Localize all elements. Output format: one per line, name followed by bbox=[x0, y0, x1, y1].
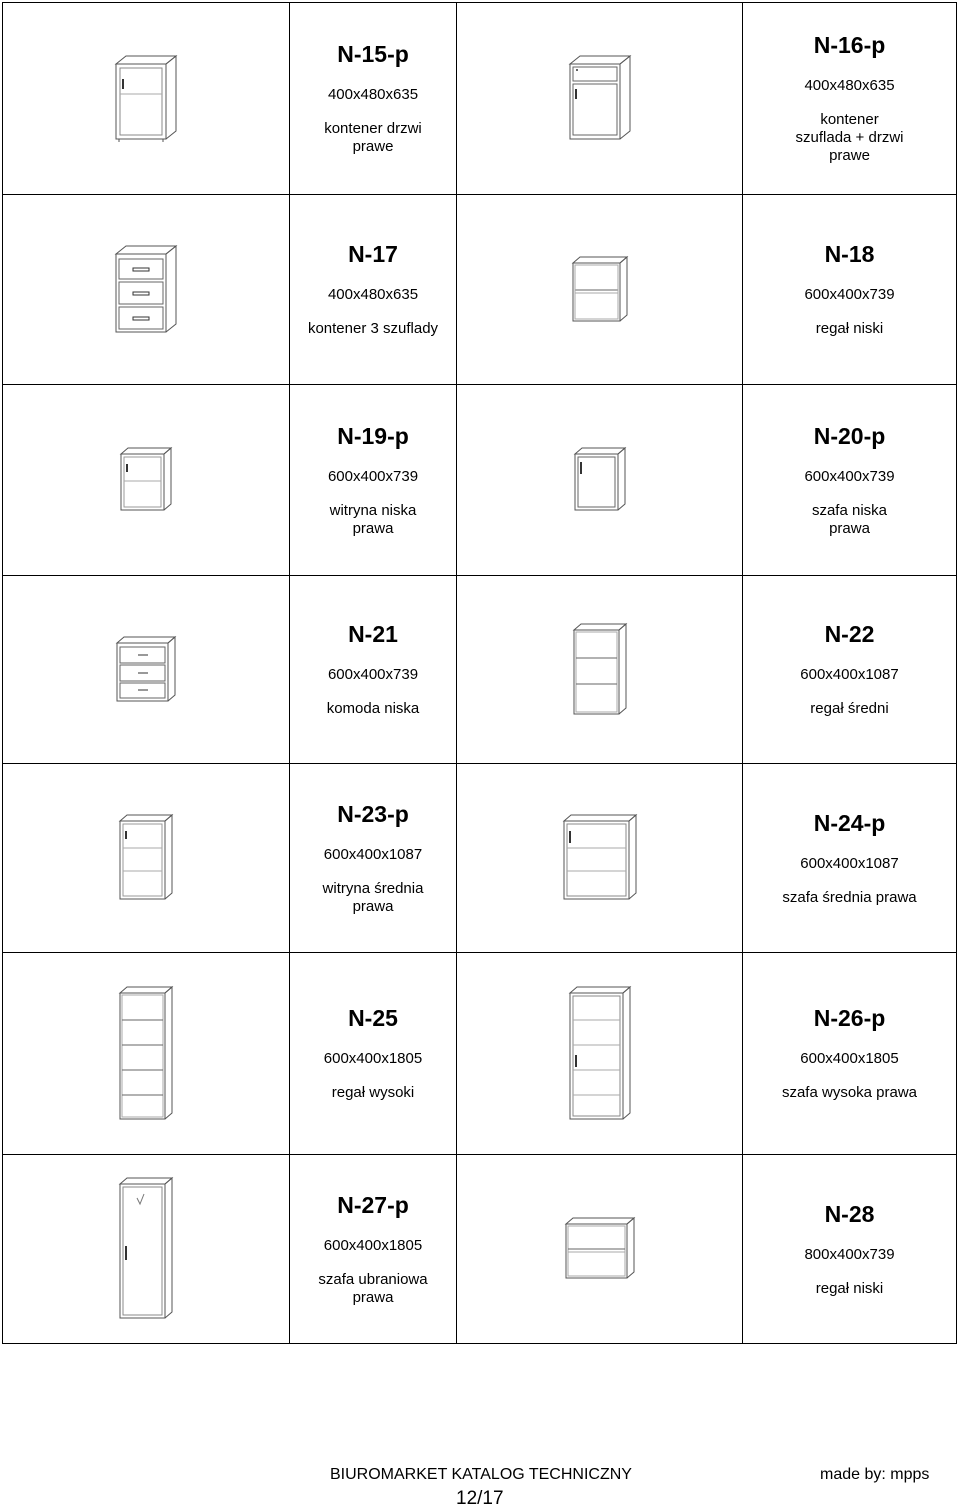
catalog-row bbox=[3, 1155, 957, 1344]
product-info-cell bbox=[290, 953, 457, 1154]
product-image-cell bbox=[457, 1155, 743, 1343]
product-image-cell bbox=[3, 576, 290, 763]
product-description: prawe bbox=[829, 147, 870, 164]
catalog-row bbox=[3, 764, 957, 953]
page-number: 12/17 bbox=[456, 1488, 504, 1509]
tall-shelf-icon bbox=[117, 985, 175, 1123]
product-info-cell bbox=[743, 764, 957, 952]
medium-shelf-icon bbox=[571, 622, 629, 718]
product-image-cell bbox=[3, 385, 290, 575]
product-info-cell bbox=[290, 3, 457, 194]
product-code: N-21 bbox=[348, 621, 398, 647]
product-dimensions: 400x480x635 bbox=[327, 286, 419, 303]
product-description: szafa niska bbox=[811, 501, 888, 519]
product-code: N-25 bbox=[348, 1005, 398, 1031]
product-dimensions: 600x400x739 bbox=[327, 666, 419, 683]
product-description: witryna średnia bbox=[322, 879, 424, 897]
product-info-cell bbox=[290, 764, 457, 952]
product-description: witryna niska bbox=[329, 501, 417, 519]
product-info-cell bbox=[743, 195, 957, 384]
low-showcase-icon bbox=[118, 446, 174, 514]
product-info-cell bbox=[743, 576, 957, 763]
product-code: N-22 bbox=[824, 621, 875, 647]
product-dimensions: 800x400x739 bbox=[804, 1245, 895, 1263]
product-dimensions: 600x400x739 bbox=[804, 286, 895, 303]
product-code: N-26-p bbox=[813, 1005, 886, 1031]
product-description: szafa ubraniowa bbox=[318, 1270, 428, 1288]
product-description: prawa bbox=[352, 1288, 394, 1306]
product-description: kontener drzwi bbox=[324, 120, 422, 137]
tall-cabinet-icon bbox=[567, 985, 633, 1123]
product-info-cell bbox=[743, 385, 957, 575]
product-image-cell bbox=[457, 764, 743, 952]
product-code: N-20-p bbox=[813, 422, 886, 449]
product-image-cell bbox=[457, 953, 743, 1154]
product-image-cell bbox=[457, 195, 743, 384]
product-description: komoda niska bbox=[326, 700, 420, 717]
product-image-cell bbox=[457, 3, 743, 194]
product-code: N-23-p bbox=[337, 800, 409, 827]
medium-cabinet-icon bbox=[561, 813, 639, 903]
low-chest-icon bbox=[114, 635, 178, 705]
product-description: regał niski bbox=[815, 320, 884, 337]
product-code: N-16-p bbox=[813, 32, 886, 58]
product-dimensions: 600x400x1805 bbox=[323, 1050, 423, 1067]
container-door-icon bbox=[111, 54, 181, 144]
product-dimensions: 400x480x635 bbox=[327, 86, 419, 103]
product-description: regał niski bbox=[815, 1279, 884, 1297]
medium-showcase-icon bbox=[117, 813, 175, 903]
low-cabinet-icon bbox=[572, 446, 628, 514]
product-image-cell bbox=[3, 764, 290, 952]
product-code: N-15-p bbox=[337, 41, 409, 67]
product-info-cell bbox=[743, 1155, 957, 1343]
product-description: szafa średnia prawa bbox=[782, 888, 917, 906]
product-description: szuflada + drzwi bbox=[795, 129, 904, 146]
product-info-cell bbox=[290, 195, 457, 384]
low-shelf-icon bbox=[570, 255, 630, 325]
product-description: prawa bbox=[829, 519, 870, 537]
product-dimensions: 600x400x1805 bbox=[800, 1050, 899, 1067]
product-dimensions: 600x400x1805 bbox=[323, 1236, 423, 1254]
catalog-row bbox=[3, 576, 957, 764]
product-description: kontener bbox=[820, 111, 879, 128]
container-drawer-door-icon bbox=[565, 54, 635, 144]
catalog-row bbox=[3, 385, 957, 576]
product-dimensions: 600x400x739 bbox=[804, 467, 895, 485]
product-description: regał średni bbox=[810, 700, 889, 717]
footer-made-by: made by: mpps bbox=[820, 1466, 930, 1483]
product-description: prawa bbox=[352, 519, 394, 537]
wardrobe-icon bbox=[117, 1176, 175, 1322]
product-description: prawa bbox=[352, 897, 394, 915]
product-code: N-17 bbox=[348, 241, 398, 267]
product-description: szafa wysoka prawa bbox=[781, 1084, 918, 1101]
product-description: prawe bbox=[352, 138, 394, 155]
product-description: kontener 3 szuflady bbox=[307, 320, 439, 337]
product-dimensions: 600x400x1087 bbox=[800, 666, 899, 683]
catalog-row bbox=[3, 3, 957, 195]
product-code: N-18 bbox=[824, 241, 875, 267]
product-image-cell bbox=[3, 195, 290, 384]
product-info-cell bbox=[743, 3, 957, 194]
product-info-cell bbox=[290, 1155, 457, 1343]
product-dimensions: 600x400x1087 bbox=[323, 845, 423, 863]
wide-low-shelf-icon bbox=[563, 1216, 637, 1282]
catalog-row bbox=[3, 195, 957, 385]
catalog-footer-title: BIUROMARKET KATALOG TECHNICZNY bbox=[330, 1466, 632, 1483]
product-code: N-19-p bbox=[337, 422, 409, 449]
product-image-cell bbox=[3, 953, 290, 1154]
product-image-cell bbox=[457, 385, 743, 575]
product-dimensions: 400x480x635 bbox=[804, 77, 895, 94]
product-info-cell bbox=[743, 953, 957, 1154]
product-image-cell bbox=[3, 1155, 290, 1343]
product-code: N-24-p bbox=[813, 809, 886, 836]
product-image-cell bbox=[3, 3, 290, 194]
product-code: N-28 bbox=[824, 1200, 875, 1227]
catalog-grid bbox=[2, 2, 957, 1344]
product-info-cell bbox=[290, 385, 457, 575]
product-info-cell bbox=[290, 576, 457, 763]
catalog-row bbox=[3, 953, 957, 1155]
container-3-drawers-icon bbox=[111, 244, 181, 336]
product-image-cell bbox=[457, 576, 743, 763]
product-dimensions: 600x400x1087 bbox=[800, 854, 899, 872]
product-code: N-27-p bbox=[337, 1191, 409, 1218]
product-dimensions: 600x400x739 bbox=[327, 467, 419, 485]
product-description: regał wysoki bbox=[331, 1084, 415, 1101]
